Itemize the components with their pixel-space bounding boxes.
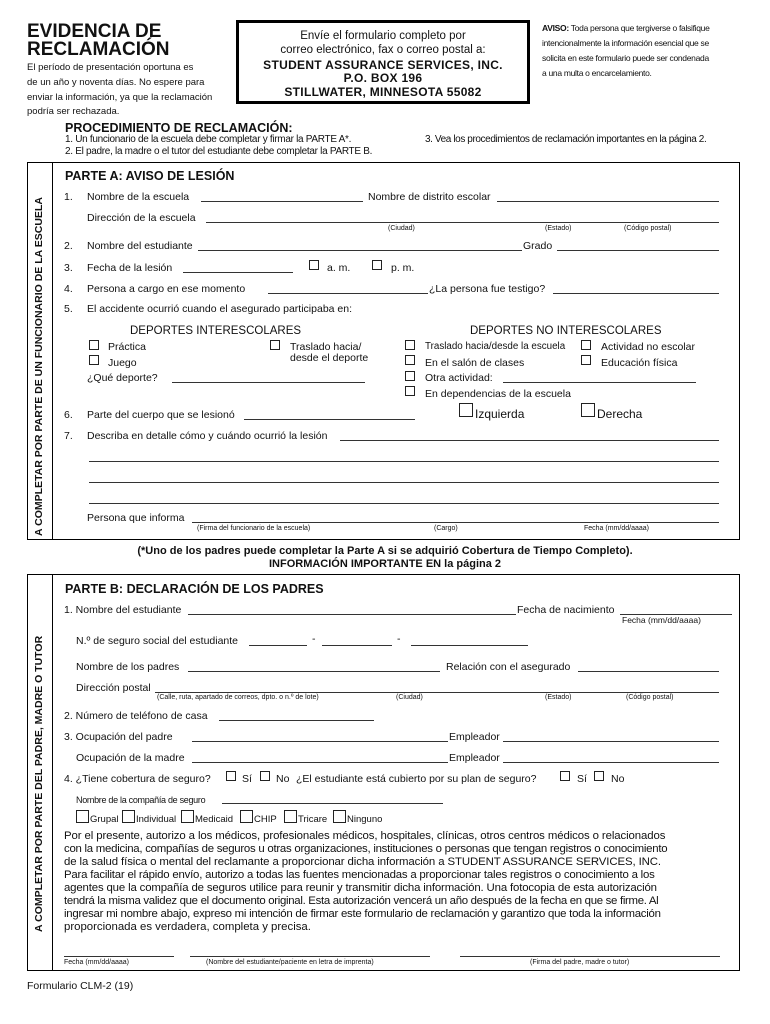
father-employer-label: Empleador — [449, 731, 500, 743]
grade-label: Grado — [523, 240, 553, 252]
grade-field[interactable] — [557, 250, 719, 251]
informant-field[interactable] — [192, 522, 719, 523]
part-b-side-label: A COMPLETAR POR PARTE DEL PADRE, MADRE O TUTOR — [33, 635, 45, 932]
ssn-dash-1: - — [312, 633, 316, 645]
sport-transfer-label-2: desde el deporte — [290, 352, 369, 364]
auth-line-4: Para facilitar el rápido envío, autorizo a todas las fuentes mencionadas a proporcionar tales registros o conocimiento a los — [64, 869, 655, 881]
period-line-3: enviar la información, ya que la reclamación — [27, 92, 213, 103]
procedure-step-2: 2. El padre, la madre o el tutor del estudiante debe completar la PARTE B. — [65, 146, 373, 157]
auth-line-1: Por el presente, autorizo a los médicos, profesionales médicos, hospitales, clínicas, otros centros médicos o relacionados — [64, 830, 666, 842]
group-label: Grupal — [90, 814, 119, 825]
tricare-label: Tricare — [298, 814, 328, 825]
body-part-field[interactable] — [244, 419, 415, 420]
student-name-label: Nombre del estudiante — [87, 240, 193, 252]
right-label: Derecha — [597, 407, 643, 421]
notice-line-2: intencionalmente la información esencial que se — [542, 38, 709, 48]
address-zip-caption: (Código postal) — [624, 225, 672, 232]
sig-name-caption: (Nombre del estudiante/paciente en letra de imprenta) — [206, 959, 374, 966]
mail-line-2: correo electrónico, fax o correo postal a: — [280, 44, 486, 56]
procedure-step-3: 3. Vea los procedimientos de reclamación importantes en la página 2. — [425, 134, 707, 145]
school-address-field[interactable] — [206, 222, 719, 223]
game-checkbox[interactable] — [89, 355, 99, 365]
right-checkbox[interactable] — [581, 403, 595, 417]
notice-label: AVISO: — [542, 23, 569, 33]
mother-job-label: Ocupación de la madre — [76, 752, 185, 764]
medicaid-checkbox[interactable] — [181, 810, 194, 823]
part-b-title: PARTE B: DECLARACIÓN DE LOS PADRES — [65, 582, 324, 596]
notice-line-1 — [542, 22, 710, 34]
non-interscholastic-title: DEPORTES NO INTERESCOLARES — [470, 325, 662, 337]
describe-field-1[interactable] — [340, 440, 719, 441]
item-number-5: 5. — [64, 303, 73, 315]
tricare-checkbox[interactable] — [284, 810, 297, 823]
official-signature-caption: (Firma del funcionario de la escuela) — [197, 525, 311, 532]
notice-text-1: Toda persona que tergiverse o falsifique — [568, 23, 710, 33]
period-line-2: de un año y noventa días. No espere para — [27, 77, 205, 88]
which-sport-label: ¿Qué deporte? — [87, 372, 158, 384]
informant-label: Persona que informa — [87, 512, 185, 524]
item-number-3: 3. — [64, 262, 73, 274]
chip-checkbox[interactable] — [240, 810, 253, 823]
address-city-caption: (Ciudad) — [388, 225, 415, 232]
auth-line-7: ingresar mi nombre abajo, expreso mi intención de firmar este formulario de reclamación y garantizo que toda la información — [64, 908, 661, 920]
left-label: Izquierda — [475, 407, 525, 421]
district-name-field[interactable] — [497, 201, 719, 202]
b-state-caption: (Estado) — [545, 694, 572, 701]
item-number-4: 4. — [64, 283, 73, 295]
covered-yes-checkbox[interactable] — [560, 771, 570, 781]
am-checkbox[interactable] — [309, 260, 319, 270]
father-job-field[interactable] — [192, 741, 448, 742]
b-student-name-field[interactable] — [188, 614, 516, 615]
parents-name-field[interactable] — [188, 671, 440, 672]
covered-no-label: No — [611, 773, 625, 785]
describe-label: Describa en detalle cómo y cuándo ocurrió la lesión — [87, 430, 328, 442]
position-caption: (Cargo) — [434, 525, 458, 532]
birth-date-caption: Fecha (mm/dd/aaaa) — [622, 615, 701, 625]
classroom-checkbox[interactable] — [405, 355, 415, 365]
insurance-yes-checkbox[interactable] — [226, 771, 236, 781]
birth-date-label: Fecha de nacimiento — [517, 604, 615, 616]
school-name-label: Nombre de la escuela — [87, 191, 190, 203]
pm-checkbox[interactable] — [372, 260, 382, 270]
injury-date-label: Fecha de la lesión — [87, 262, 173, 274]
school-premises-checkbox[interactable] — [405, 386, 415, 396]
company-name: STUDENT ASSURANCE SERVICES, INC. — [263, 58, 503, 72]
ssn-dash-2: - — [397, 633, 401, 645]
father-employer-field[interactable] — [503, 741, 719, 742]
city-state: STILLWATER, MINNESOTA 55082 — [284, 85, 482, 99]
mother-employer-field[interactable] — [503, 762, 719, 763]
parents-name-label: Nombre de los padres — [76, 661, 180, 673]
covered-no-checkbox[interactable] — [594, 771, 604, 781]
mother-job-field[interactable] — [192, 762, 448, 763]
sport-transfer-checkbox[interactable] — [270, 340, 280, 350]
informant-date-caption: Fecha (mm/dd/aaaa) — [584, 525, 649, 532]
form-title-line2: RECLAMACIÓN — [27, 39, 170, 60]
auth-line-8: proporcionada es verdadera, completa y precisa. — [64, 921, 311, 933]
insurance-yes-label: Sí — [242, 773, 252, 785]
b-city-caption: (Ciudad) — [396, 694, 423, 701]
mail-line-1: Envíe el formulario completo por — [300, 30, 466, 42]
group-checkbox[interactable] — [76, 810, 89, 823]
describe-field-4[interactable] — [89, 503, 719, 504]
auth-line-2: con la medicina, compañías de seguros u otras organizaciones, instituciones o personas que tengan registros o conocimiento — [64, 843, 668, 855]
ssn-label: N.º de seguro social del estudiante — [76, 635, 239, 647]
sig-date-field[interactable] — [64, 956, 174, 957]
medicaid-label: Medicaid — [195, 814, 234, 825]
mother-employer-label: Empleador — [449, 752, 500, 764]
covered-question: ¿El estudiante está cubierto por su plan de seguro? — [296, 773, 537, 785]
form-title-line1: EVIDENCIA DE — [27, 21, 162, 42]
period-line-1: El período de presentación oportuna es — [27, 62, 194, 73]
sig-date-caption: Fecha (mm/dd/aaaa) — [64, 959, 129, 966]
item-number-6: 6. — [64, 409, 73, 421]
b-zip-caption: (Código postal) — [626, 694, 674, 701]
practice-checkbox[interactable] — [89, 340, 99, 350]
auth-line-6: tendrá la misma validez que el documento original. Esta autorización vencerá un año después de la fecha en que se firme. Al — [64, 895, 659, 907]
home-phone-field[interactable] — [219, 720, 374, 721]
school-premises-label: En dependencias de la escuela — [425, 388, 571, 400]
notice-line-4: a una multa o encarcelamiento. — [542, 68, 652, 78]
school-transfer-label: Traslado hacia/desde la escuela — [425, 341, 566, 352]
pm-label: p. m. — [391, 262, 415, 274]
witness-field[interactable] — [553, 293, 719, 294]
po-box: P.O. BOX 196 — [343, 71, 423, 85]
none-label: Ninguno — [347, 814, 383, 825]
sig-parent-caption: (Firma del padre, madre o tutor) — [530, 959, 630, 966]
pe-checkbox[interactable] — [581, 355, 591, 365]
notice-line-3: solicita en este formulario puede ser condenada — [542, 53, 709, 63]
nonschool-activity-label: Actividad no escolar — [601, 341, 695, 353]
item-number-2: 2. — [64, 240, 73, 252]
footnote-line-2: INFORMACIÓN IMPORTANTE EN la página 2 — [268, 558, 502, 570]
procedure-title: PROCEDIMIENTO DE RECLAMACIÓN: — [65, 121, 293, 135]
practice-label: Práctica — [108, 341, 146, 353]
sport-transfer-label-1: Traslado hacia/ — [290, 341, 362, 353]
relation-field[interactable] — [578, 671, 719, 672]
district-name-label: Nombre de distrito escolar — [368, 191, 491, 203]
home-phone-label: 2. Número de teléfono de casa — [64, 710, 208, 722]
none-checkbox[interactable] — [333, 810, 346, 823]
other-activity-checkbox[interactable] — [405, 371, 415, 381]
classroom-label: En el salón de clases — [425, 357, 525, 369]
ssn-field-2[interactable] — [322, 645, 392, 646]
am-label: a. m. — [327, 262, 351, 274]
insurance-no-label: No — [276, 773, 290, 785]
postal-address-label: Dirección postal — [76, 682, 151, 694]
person-in-charge-label: Persona a cargo en ese momento — [87, 283, 246, 295]
covered-yes-label: Sí — [577, 773, 587, 785]
accident-text: El accidente ocurrió cuando el asegurado participaba en: — [87, 303, 353, 315]
body-part-label: Parte del cuerpo que se lesionó — [87, 409, 235, 421]
sig-parent-field[interactable] — [460, 956, 720, 957]
describe-field-2[interactable] — [89, 461, 719, 462]
part-a-title: PARTE A: AVISO DE LESIÓN — [65, 169, 235, 183]
individual-checkbox[interactable] — [122, 810, 135, 823]
which-sport-field[interactable] — [172, 382, 365, 383]
footnote-line-1: (*Uno de los padres puede completar la Parte A si se adquirió Cobertura de Tiempo Completo). — [137, 545, 633, 557]
individual-label: Individual — [136, 814, 177, 825]
part-a-side-label: A COMPLETAR POR PARTE DE UN FUNCIONARIO DE LA ESCUELA — [33, 197, 45, 536]
nonschool-activity-checkbox[interactable] — [581, 340, 591, 350]
injury-date-field[interactable] — [183, 272, 293, 273]
period-line-4: podría ser rechazada. — [27, 106, 120, 117]
person-in-charge-field[interactable] — [268, 293, 428, 294]
describe-field-3[interactable] — [89, 482, 719, 483]
street-caption: (Calle, ruta, apartado de correos, dpto. o n.º de lote) — [157, 694, 319, 701]
item-number-7: 7. — [64, 430, 73, 442]
game-label: Juego — [108, 357, 137, 369]
procedure-step-1: 1. Un funcionario de la escuela debe completar y firmar la PARTE A*. — [65, 134, 352, 145]
father-job-label: 3. Ocupación del padre — [64, 731, 173, 743]
b-student-name-label: 1. Nombre del estudiante — [64, 604, 182, 616]
auth-line-5: agentes que la compañía de seguros utilice para reunir y transmitir dicha información. Una fotocopia de esta autorización — [64, 882, 657, 894]
other-activity-label: Otra actividad: — [425, 372, 493, 384]
ssn-field-1[interactable] — [249, 645, 307, 646]
insurer-name-label: Nombre de la compañía de seguro — [76, 795, 206, 805]
postal-address-field[interactable] — [155, 692, 719, 693]
left-checkbox[interactable] — [459, 403, 473, 417]
item-number-1: 1. — [64, 191, 73, 203]
relation-label: Relación con el asegurado — [446, 661, 571, 673]
school-transfer-checkbox[interactable] — [405, 340, 415, 350]
insurer-name-field[interactable] — [222, 803, 443, 804]
ssn-field-3[interactable] — [411, 645, 528, 646]
school-name-field[interactable] — [201, 201, 363, 202]
insurance-no-checkbox[interactable] — [260, 771, 270, 781]
pe-label: Educación física — [601, 357, 678, 369]
address-state-caption: (Estado) — [545, 225, 572, 232]
auth-line-3: de la salud física o mental del reclamante a proporcionar dicha información a STUDENT ASSURANCE SERVICES, INC. — [64, 856, 661, 868]
school-address-label: Dirección de la escuela — [87, 212, 196, 224]
form-id: Formulario CLM-2 (19) — [27, 980, 134, 992]
student-name-field[interactable] — [198, 250, 522, 251]
chip-label: CHIP — [254, 814, 277, 825]
interscholastic-title: DEPORTES INTERESCOLARES — [130, 325, 302, 337]
insurance-question: 4. ¿Tiene cobertura de seguro? — [64, 773, 211, 785]
witness-label: ¿La persona fue testigo? — [429, 283, 546, 295]
other-activity-field[interactable] — [503, 382, 696, 383]
sig-name-field[interactable] — [190, 956, 430, 957]
